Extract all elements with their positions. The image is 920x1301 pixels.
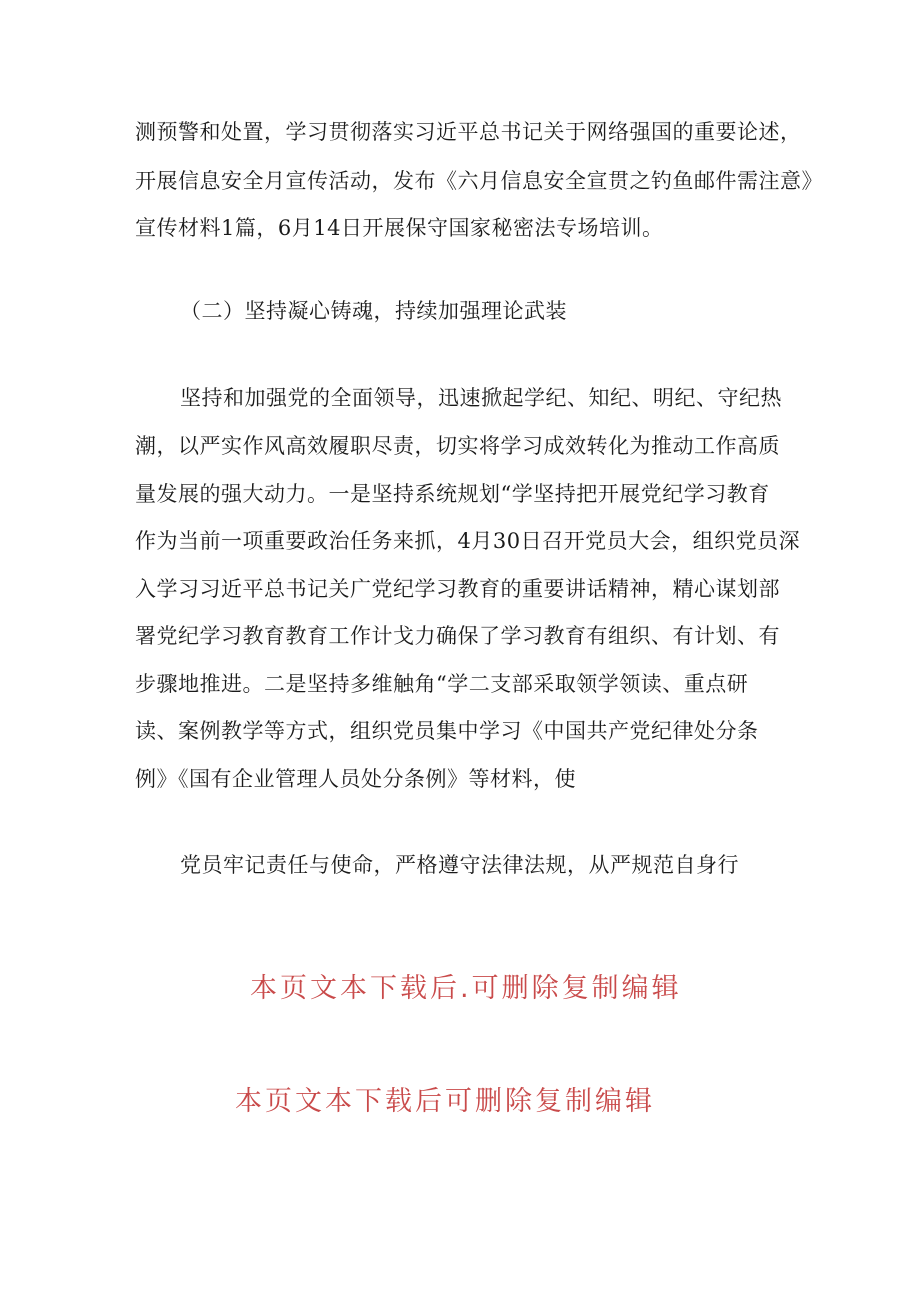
text-line: 测预警和处置，学习贯彻落实习近平总书记关于网络强国的重要论述， [135,120,802,144]
text-line: 开展信息安全月宣传活动，发布《六月信息安全宣贯之钓鱼邮件需注意》 [135,169,823,193]
text-line: 宣传材料1篇，6月14日开展保守国家秘密法专场培训。 [135,216,664,240]
watermark-text: 本页文本下载后.可删除复制编辑 [250,973,682,1004]
section-heading: （二）坚持凝心铸魂，持续加强理论武装 [180,299,567,323]
text-line: 入学习习近平总书记关广党纪学习教育的重要讲话精神，精心谋划部 [135,577,780,601]
text-line: 作为当前一项重要政治任务来抓，4月30日召开党员大会，组织党员深 [135,529,801,553]
text-line: 坚持和加强党的全面领导，迅速掀起学纪、知纪、明纪、守纪热 [180,386,782,410]
paragraph-party-members: 党员牢记责任与使命，严格遵守法律法规，从严规范自身行 [180,853,739,877]
text-line: 例》《国有企业管理人员处分条例》等材料，使 [135,767,576,791]
text-line: 量发展的强大动力。一是坚持系统规划“学坚持把开展党纪学习教育 [135,482,770,506]
text-line: 步骤地推进。二是坚持多维触角“学二支部采取领学领读、重点研 [135,672,749,696]
watermark-text: 本页文本下载后可删除复制编辑 [235,1086,655,1117]
text-line: 署党纪学习教育教育工作计戈力确保了学习教育有组织、有计划、有 [135,624,780,648]
text-line: 读、案例教学等方式，组织党员集中学习《中国共产党纪律处分条 [135,719,759,743]
text-line: 潮，以严实作风高效履职尽责，切实将学习成效转化为推动工作高质 [135,434,780,458]
